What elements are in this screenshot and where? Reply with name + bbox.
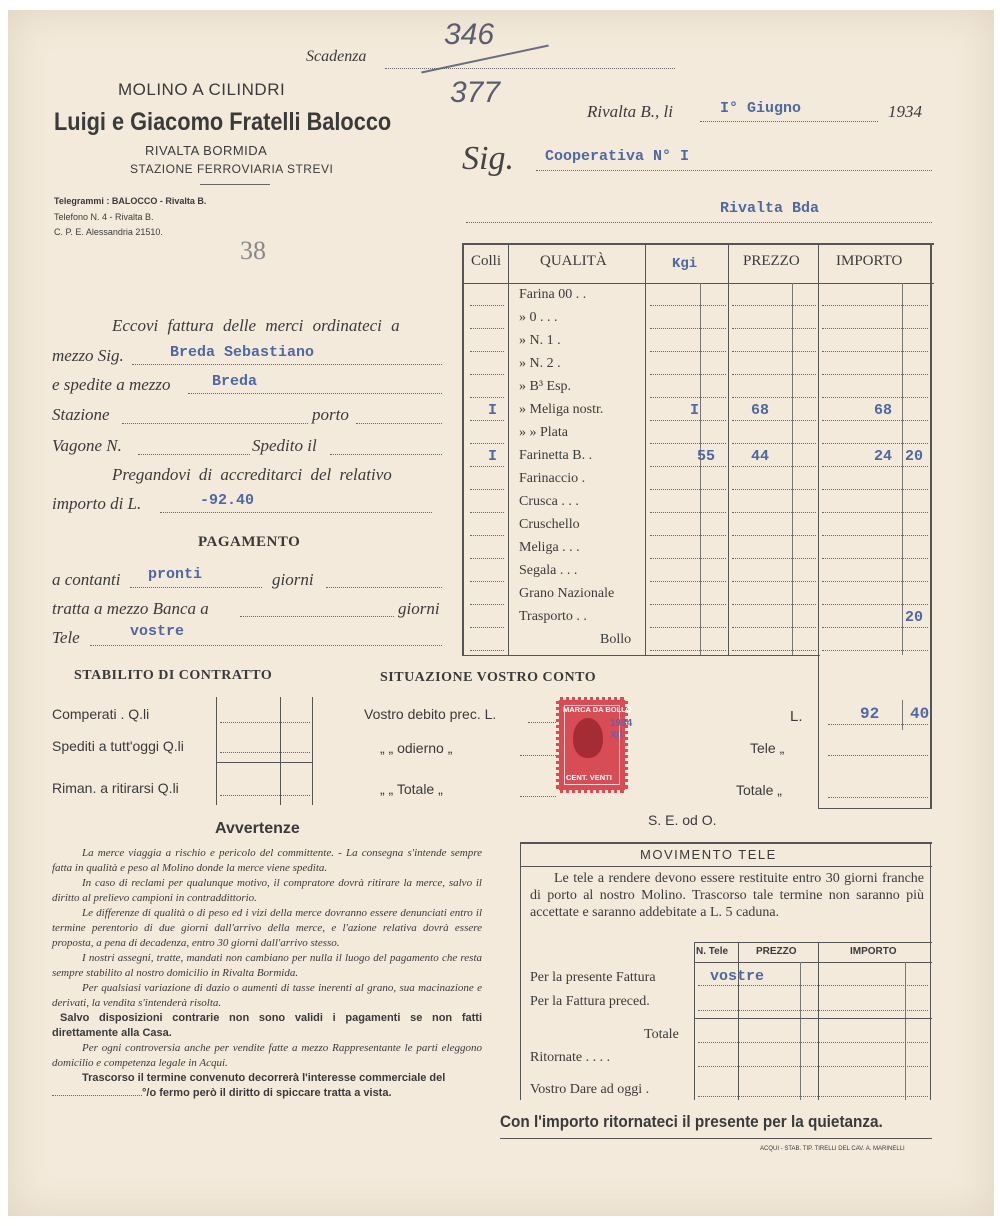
table-kg-line xyxy=(650,604,726,605)
movement-title-line xyxy=(520,866,932,867)
account-title: SITUAZIONE VOSTRO CONTO xyxy=(380,670,597,685)
account-line-2 xyxy=(520,755,556,756)
table-kg-line xyxy=(650,305,726,306)
contract-line-4 xyxy=(220,795,310,796)
movement-grid-5 xyxy=(905,962,906,1100)
header-kg: Kgi xyxy=(672,256,698,272)
table-prezzo-line xyxy=(732,489,816,490)
movement-dots-5 xyxy=(698,1096,928,1097)
table-col-line-5 xyxy=(792,283,793,655)
movement-grid-2 xyxy=(738,942,739,1100)
table-colli-line xyxy=(470,535,504,536)
vagone-line xyxy=(138,454,250,455)
table-prezzo-line xyxy=(732,305,816,306)
telegrams: Telegrammi : BALOCCO - Rivalta B. xyxy=(54,196,207,206)
cell-qualita: Trasporto . . xyxy=(519,609,587,624)
table-importo-line xyxy=(822,351,928,352)
cell-qualita: » N. 1 . xyxy=(519,333,561,348)
table-colli-line xyxy=(470,627,504,628)
tratta-label: tratta a mezzo Banca a xyxy=(52,599,209,618)
pregandovi-text: Pregandovi di accreditarci del relativo xyxy=(112,465,392,484)
interest-blank xyxy=(52,1095,142,1096)
cell-qualita: Meliga . . . xyxy=(519,540,580,555)
recipient-line-2 xyxy=(466,222,932,223)
recipient-city: Rivalta Bda xyxy=(720,200,820,217)
contanti-line xyxy=(130,587,262,588)
header-qualita: QUALITÀ xyxy=(540,253,607,269)
table-prezzo-line xyxy=(732,512,816,513)
table-prezzo-line xyxy=(732,443,816,444)
handwritten-number-second: 377 xyxy=(450,76,501,109)
contanti-value: pronti xyxy=(148,566,203,583)
tele-label: Tele xyxy=(52,628,80,647)
contract-box-mid xyxy=(280,697,281,805)
cell-qualita: Farinetta B. . xyxy=(519,448,593,463)
table-header-line xyxy=(462,283,934,284)
contract-line-3 xyxy=(216,762,312,763)
table-colli-line xyxy=(470,581,504,582)
table-importo-line xyxy=(822,650,928,651)
cell-colli: I xyxy=(488,402,498,419)
date-line xyxy=(700,121,878,122)
mezzo-line xyxy=(132,364,442,365)
table-prezzo-line xyxy=(732,581,816,582)
account-totale-label: Totale „ xyxy=(736,782,782,798)
letter-intro: Eccovi fattura delle merci ordinateci a xyxy=(112,316,400,335)
tratta-giorni-label: giorni xyxy=(398,599,440,618)
cpe: C. P. E. Alessandria 21510. xyxy=(54,227,163,237)
cell-qualita: » B³ Esp. xyxy=(519,379,572,394)
movement-left xyxy=(520,842,521,1100)
movement-footer: Con l'importo ritornateci il presente per la quietanza. xyxy=(500,1112,883,1131)
table-prezzo-line xyxy=(732,604,816,605)
table-kg-line xyxy=(650,466,726,467)
table-kg-line xyxy=(650,650,726,651)
table-colli-line xyxy=(470,650,504,651)
header-colli: Colli xyxy=(471,253,502,269)
account-totale: „ „ Totale „ xyxy=(380,781,443,797)
account-l-label: L. xyxy=(790,708,803,725)
table-col-line-6 xyxy=(818,243,819,809)
revenue-stamp xyxy=(556,697,632,793)
table-kg-line xyxy=(650,489,726,490)
cell-qualita: Farinaccio . xyxy=(519,471,586,486)
spedite-line xyxy=(188,393,442,394)
contract-row-rimanenza: Riman. a ritirarsi Q.li xyxy=(52,780,179,796)
movement-row-presente: Per la presente Fattura xyxy=(530,970,656,985)
movement-header-ntele: N. Tele xyxy=(696,946,729,957)
table-importo-line xyxy=(822,558,928,559)
cell-qualita: » » Plata xyxy=(519,425,568,440)
table-col-line-7 xyxy=(902,283,903,655)
mezzo-label: mezzo Sig. xyxy=(52,346,124,365)
porto-line xyxy=(356,423,442,424)
movement-row-ritornate: Ritornate . . . . xyxy=(530,1050,611,1065)
table-prezzo-line xyxy=(732,466,816,467)
contract-line-1 xyxy=(220,722,310,723)
stamp-top-text: MARCA DA BOLLO xyxy=(563,705,632,714)
movement-text: Le tele a rendere devono essere restituite entro 30 giorni franche di porto al nostro Molino. Trascorso tale termine non saranno più accettate e saranno addebitate a L. 5 caduna. xyxy=(530,871,924,920)
importo-line xyxy=(160,512,432,513)
warning-p7: Per ogni controversia anche per vendite fatte a mezzo Rappresentante le parti eleggono domicilio e competenza legale in Acqui. xyxy=(52,1042,482,1069)
stamp-portrait xyxy=(573,718,603,758)
warning-p2: In caso di reclami per qualunque motivo, il compratore dovrà ritirare la merce, salvo il diritto al prelievo campioni in contraddittorio. xyxy=(52,877,482,904)
table-kg-line xyxy=(650,374,726,375)
importo-value: -92.40 xyxy=(200,492,255,509)
phone: Telefono N. 4 - Rivalta B. xyxy=(54,212,154,222)
stamp-bottom-text: CENT. VENTI xyxy=(566,773,612,782)
seo-label: S. E. od O. xyxy=(648,812,717,828)
table-importo-line xyxy=(822,374,928,375)
tele-value: vostre xyxy=(130,623,185,640)
table-kg-line xyxy=(650,627,726,628)
table-kg-line xyxy=(650,328,726,329)
contanti-label: a contanti xyxy=(52,570,121,589)
cell-qualita: Bollo xyxy=(600,632,632,647)
account-line-3 xyxy=(520,796,556,797)
cell-qualita: » N. 2 . xyxy=(519,356,561,371)
recipient-line-1 xyxy=(536,170,932,171)
company-name: Luigi e Giacomo Fratelli Balocco xyxy=(54,108,392,136)
table-importo-line xyxy=(822,328,928,329)
payment-title: PAGAMENTO xyxy=(198,534,301,550)
handwritten-number-left: 38 xyxy=(240,236,266,265)
table-colli-line xyxy=(470,420,504,421)
movement-grid-top xyxy=(694,942,932,943)
contract-row-spediti: Spediti a tutt'oggi Q.li xyxy=(52,738,184,754)
stazione-label: Stazione xyxy=(52,405,110,424)
sig-label: Sig. xyxy=(462,140,514,177)
warning-p1: La merce viaggia a rischio e pericolo del committente. - La consegna s'intende sempre fatta in qualità e peso al Molino donde la merce viene spedita. xyxy=(52,847,482,874)
movement-grid-4 xyxy=(800,962,801,1100)
table-colli-line xyxy=(470,466,504,467)
movement-value: vostre xyxy=(710,968,765,985)
movement-right xyxy=(930,842,931,1100)
table-colli-line xyxy=(470,558,504,559)
account-odierno: „ „ odierno „ xyxy=(380,740,453,756)
movement-header-prezzo: PREZZO xyxy=(756,946,797,957)
account-totale-line xyxy=(828,797,928,798)
warnings-title: Avvertenze xyxy=(215,820,300,837)
table-prezzo-line xyxy=(732,351,816,352)
warning-p6: Salvo disposizioni contrarie non sono validi i pagamenti se non fatti direttamente alla Casa. xyxy=(52,1012,482,1039)
cell-cent: 20 xyxy=(905,448,924,465)
date-day: I° Giugno xyxy=(720,100,802,117)
handwritten-number-top: 346 xyxy=(444,18,495,51)
table-colli-line xyxy=(470,512,504,513)
movement-top-line xyxy=(520,842,932,844)
table-kg-line xyxy=(650,581,726,582)
cell-colli: I xyxy=(488,448,498,465)
account-tele-line xyxy=(828,755,928,756)
account-l-line xyxy=(828,724,928,725)
cell-qualita: Cruschello xyxy=(519,517,580,532)
movement-footer-line xyxy=(500,1138,932,1139)
table-kg-line xyxy=(650,420,726,421)
table-kg-line xyxy=(650,443,726,444)
table-prezzo-line xyxy=(732,627,816,628)
spedito-label: Spedito il xyxy=(252,436,317,455)
table-colli-line xyxy=(470,443,504,444)
cell-lire: 68 xyxy=(874,402,893,419)
tele-line xyxy=(90,645,442,646)
table-col-line-3 xyxy=(700,283,701,655)
table-importo-line xyxy=(822,466,928,467)
date-year: 1934 xyxy=(888,102,922,121)
table-prezzo-line xyxy=(732,397,816,398)
table-kg-line xyxy=(650,397,726,398)
warning-p8b xyxy=(52,1086,482,1101)
cell-kg: I xyxy=(690,402,700,419)
cell-qualita: » 0 . . . xyxy=(519,310,558,325)
spedite-label: e spedite a mezzo xyxy=(52,375,171,394)
table-colli-line xyxy=(470,604,504,605)
account-l-lire: 92 xyxy=(860,705,880,723)
header-ornament xyxy=(200,184,270,185)
cell-qualita: » Meliga nostr. xyxy=(519,402,604,417)
warning-p8a: Trascorso il termine convenuto decorrerà l'interesse commerciale del xyxy=(82,1072,446,1084)
table-bottom-line xyxy=(462,655,820,656)
movement-grid-3 xyxy=(818,942,819,1100)
contract-title: STABILITO DI CONTRATTO xyxy=(74,668,273,683)
cell-cent: 20 xyxy=(905,609,924,626)
table-top-line xyxy=(462,243,934,245)
table-colli-line xyxy=(470,328,504,329)
porto-label: porto xyxy=(312,405,349,424)
movement-row-dare: Vostro Dare ad oggi . xyxy=(530,1082,650,1097)
company-line1: MOLINO A CILINDRI xyxy=(118,80,286,99)
date-place: Rivalta B., li xyxy=(587,102,673,121)
table-importo-line xyxy=(822,581,928,582)
table-colli-line xyxy=(470,305,504,306)
cell-prezzo: 44 xyxy=(751,448,770,465)
tratta-line xyxy=(240,616,394,617)
stazione-line xyxy=(122,423,308,424)
cell-qualita: Farina 00 . . xyxy=(519,287,587,302)
movement-line-3 xyxy=(694,1018,932,1019)
cell-qualita: Segala . . . xyxy=(519,563,578,578)
table-col-line-1 xyxy=(508,243,509,655)
table-kg-line xyxy=(650,558,726,559)
table-prezzo-line xyxy=(732,328,816,329)
table-importo-line xyxy=(822,627,928,628)
scadenza-line xyxy=(385,68,675,69)
table-importo-line xyxy=(822,420,928,421)
warning-p5: Per qualsiasi variazione di dazio o aumenti di tasse inerenti al grano, sua macinazione e derivati, la vendita s'intenderà risolta. xyxy=(52,982,482,1009)
printer-note: ACQUI - STAB. TIP. TIRELLI DEL CAV. A. MARINELLI xyxy=(760,1146,905,1152)
recipient-name: Cooperativa N° I xyxy=(545,148,690,165)
contract-line-2 xyxy=(220,752,310,753)
warning-p4: I nostri assegni, tratte, mandati non cambiano per nulla il luogo del pagamento che resta sempre stabilito al nostro domicilio in Rivalta Bormida. xyxy=(52,952,482,979)
movement-title: MOVIMENTO TELE xyxy=(640,847,777,862)
contract-box-right xyxy=(312,697,313,805)
movement-row-totale: Totale xyxy=(644,1027,679,1042)
spedite-value: Breda xyxy=(212,373,258,390)
movement-dots-2 xyxy=(698,1010,928,1011)
contract-row-comperati: Comperati . Q.li xyxy=(52,706,150,722)
warning-p3: Le differenze di qualità o di peso ed i vizi della merce dovranno essere denunciati entro il termine perentorio di due giorni dall'arrivo della merce, e l'azione relativa dovrà essere proposta, a pena di decadenza, entro 30 giorni dall'arrivo stesso. xyxy=(52,907,482,949)
vagone-label: Vagone N. xyxy=(52,436,122,455)
table-kg-line xyxy=(650,512,726,513)
stamp-cancellation: 1934 XII xyxy=(610,718,633,741)
movement-grid-header xyxy=(694,962,932,963)
table-prezzo-line xyxy=(732,650,816,651)
cell-qualita: Grano Nazionale xyxy=(519,586,615,601)
table-colli-line xyxy=(470,351,504,352)
contanti-giorni-label: giorni xyxy=(272,570,314,589)
table-right-border xyxy=(930,243,932,809)
cell-kg: 55 xyxy=(697,448,716,465)
contract-box-left xyxy=(216,697,217,805)
table-prezzo-line xyxy=(732,535,816,536)
table-kg-line xyxy=(650,351,726,352)
table-left-border xyxy=(462,243,464,655)
table-importo-line xyxy=(822,397,928,398)
cell-prezzo: 68 xyxy=(751,402,770,419)
table-prezzo-line xyxy=(732,558,816,559)
warning-p8b-text: °/o fermo però il diritto di spiccare tratta a vista. xyxy=(142,1087,392,1099)
table-col-line-2 xyxy=(645,243,646,655)
warnings-text xyxy=(52,846,482,1101)
company-station: STAZIONE FERROVIARIA STREVI xyxy=(130,162,334,176)
account-tele-label: Tele „ xyxy=(750,740,785,756)
table-importo-line xyxy=(822,443,928,444)
table-importo-line xyxy=(822,604,928,605)
movement-dots-4 xyxy=(698,1066,928,1067)
table-prezzo-line xyxy=(732,420,816,421)
mezzo-value: Breda Sebastiano xyxy=(170,344,315,361)
account-debito-prec: Vostro debito prec. L. xyxy=(364,706,497,722)
cell-lire: 24 xyxy=(874,448,893,465)
scadenza-label: Scadenza xyxy=(306,48,367,65)
account-bottom-line xyxy=(818,808,932,809)
table-colli-line xyxy=(470,397,504,398)
account-line-1 xyxy=(528,722,556,723)
header-importo: IMPORTO xyxy=(836,253,903,269)
importo-label: importo di L. xyxy=(52,494,142,513)
cell-qualita: Crusca . . . xyxy=(519,494,579,509)
spedito-line xyxy=(330,454,442,455)
company-location: RIVALTA BORMIDA xyxy=(145,143,268,158)
contanti-giorni-line xyxy=(326,587,442,588)
table-kg-line xyxy=(650,535,726,536)
movement-row-preced: Per la Fattura preced. xyxy=(530,994,650,1009)
header-prezzo: PREZZO xyxy=(743,253,800,269)
table-prezzo-line xyxy=(732,374,816,375)
movement-dots-1 xyxy=(698,985,928,986)
table-importo-line xyxy=(822,535,928,536)
movement-grid-1 xyxy=(694,942,695,1100)
table-importo-line xyxy=(822,489,928,490)
table-colli-line xyxy=(470,489,504,490)
movement-dots-3 xyxy=(698,1042,928,1043)
account-cent-divider xyxy=(902,700,903,730)
account-l-cent: 40 xyxy=(910,705,930,723)
table-col-line-4 xyxy=(728,243,729,655)
table-colli-line xyxy=(470,374,504,375)
movement-header-importo: IMPORTO xyxy=(850,946,897,957)
table-importo-line xyxy=(822,305,928,306)
table-importo-line xyxy=(822,512,928,513)
